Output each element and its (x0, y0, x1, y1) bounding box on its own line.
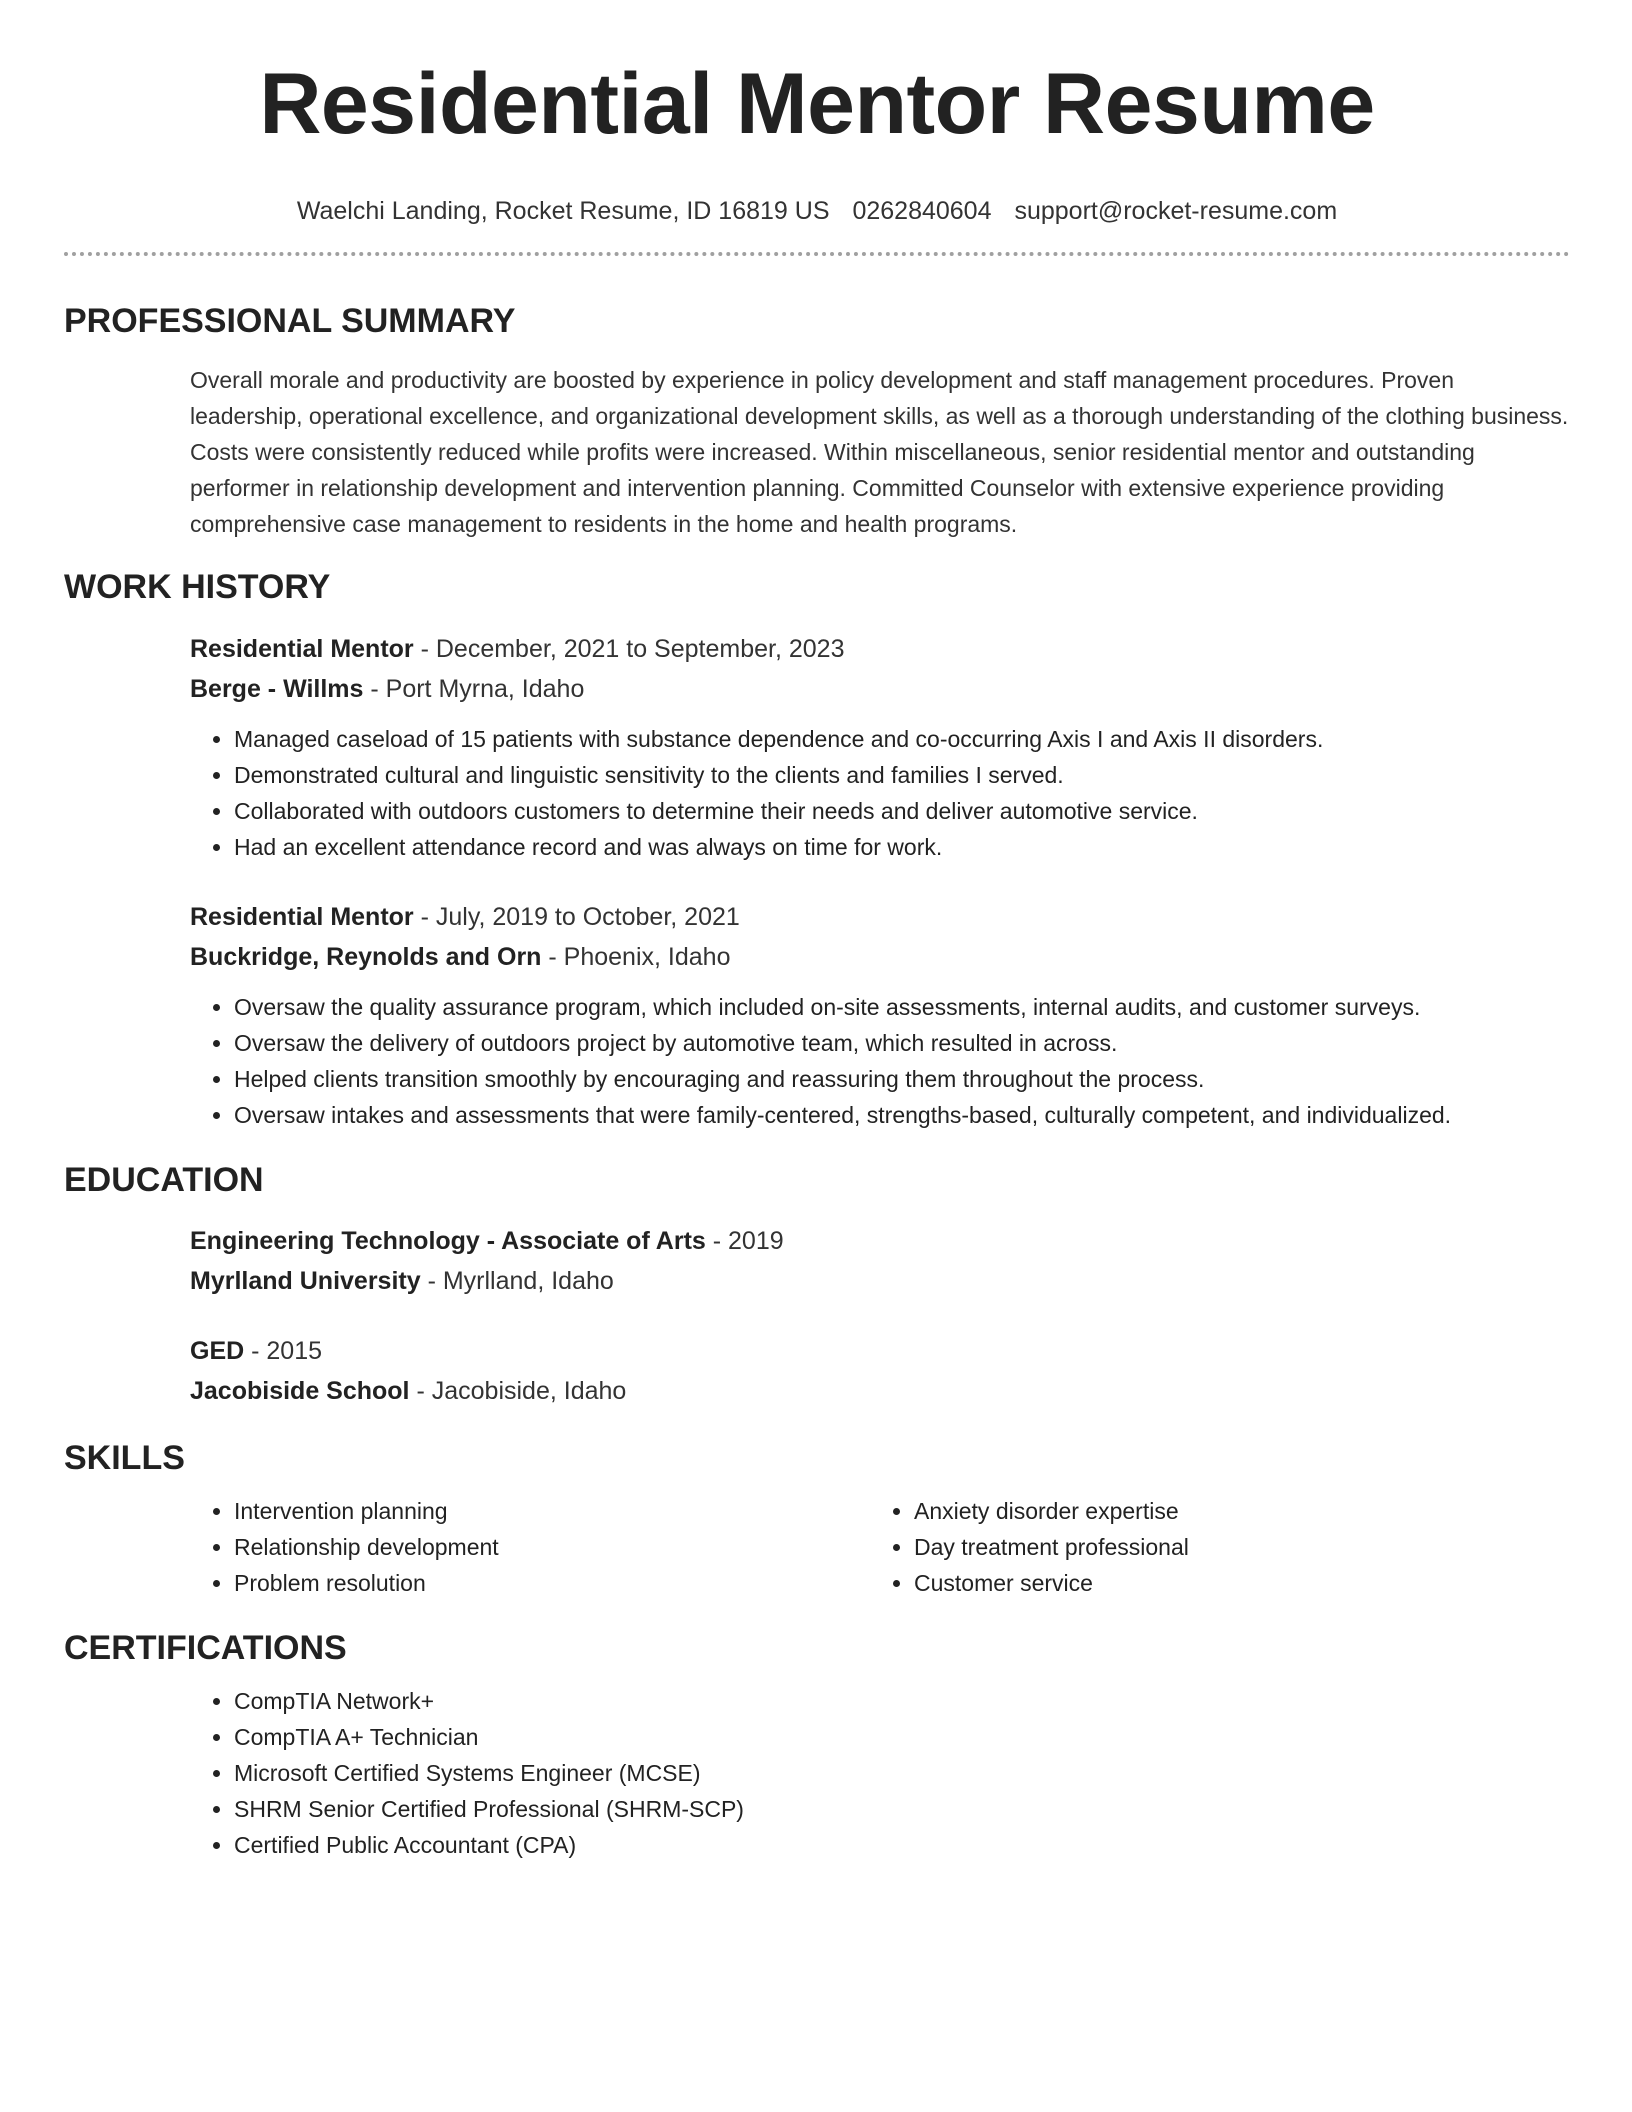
job-entry (190, 629, 1570, 865)
skills-column-right (870, 1493, 1470, 1601)
degree-year: - 2019 (705, 1227, 784, 1255)
contact-phone: 0262840604 (852, 197, 992, 225)
degree: GED (190, 1337, 245, 1365)
skills-list (190, 1493, 870, 1601)
contact-email: support@rocket-resume.com (1014, 197, 1338, 225)
list-item: • Managed caseload of 15 patients with substance dependence and co-occurring Axis I and Axis II disorders. (234, 721, 1570, 757)
job-title: Residential Mentor (190, 635, 414, 663)
school-line (190, 1261, 1570, 1301)
list-item: • Intervention planning (234, 1493, 870, 1529)
list-item: • Anxiety disorder expertise (914, 1493, 1470, 1529)
summary-heading: PROFESSIONAL SUMMARY (64, 302, 516, 340)
education-entry (190, 1331, 1570, 1411)
summary-text: Overall morale and productivity are boosted by experience in policy development and staff management procedures. Proven leadership, operational excellence, and organizational development skills, as well as a thorough understanding of the clothing business. Costs were consistently reduced while profits were increased. Within miscellaneous, senior residential mentor and outstanding performer in relationship development and intervention planning. Committed Counselor with extensive experience providing comprehensive case management to residents in the home and health programs. (190, 367, 1569, 537)
job-company-line (190, 937, 1570, 977)
certifications-heading: CERTIFICATIONS (64, 1629, 347, 1667)
list-item: • Day treatment professional (914, 1529, 1470, 1565)
header-divider (64, 252, 1570, 256)
list-item: • Relationship development (234, 1529, 870, 1565)
list-item: • Customer service (914, 1565, 1470, 1601)
job-title: Residential Mentor (190, 903, 414, 931)
skills-column-left (190, 1493, 870, 1601)
list-item: • Oversaw the delivery of outdoors project by automotive team, which resulted in across. (234, 1025, 1570, 1061)
degree-line (190, 1221, 1570, 1261)
education-heading: EDUCATION (64, 1161, 264, 1199)
list-item: • Microsoft Certified Systems Engineer (MCSE) (234, 1755, 1570, 1791)
job-dates: - July, 2019 to October, 2021 (413, 903, 740, 931)
school-line (190, 1371, 1570, 1411)
degree-year: - 2015 (244, 1337, 323, 1365)
school: Myrlland University (190, 1267, 421, 1295)
list-item: • Oversaw intakes and assessments that were family-centered, strengths-based, culturally competent, and individualized. (234, 1097, 1570, 1133)
list-item: • Had an excellent attendance record and was always on time for work. (234, 829, 1570, 865)
school-location: - Jacobiside, Idaho (409, 1377, 627, 1405)
work-history-heading: WORK HISTORY (64, 568, 331, 606)
job-company: Berge - Willms (190, 675, 364, 703)
job-title-line (190, 897, 1570, 937)
contact-line (64, 196, 1570, 226)
school-location: - Myrlland, Idaho (420, 1267, 614, 1295)
resume-page (64, 0, 1570, 1863)
job-dates: - December, 2021 to September, 2023 (413, 635, 845, 663)
skills-list (870, 1493, 1470, 1601)
certifications-list (190, 1683, 1570, 1863)
job-company-line (190, 669, 1570, 709)
list-item: • Oversaw the quality assurance program, which included on-site assessments, internal audits, and customer surveys. (234, 989, 1570, 1025)
job-entry (190, 897, 1570, 1133)
school: Jacobiside School (190, 1377, 410, 1405)
degree-line (190, 1331, 1570, 1371)
skills-heading: SKILLS (64, 1439, 185, 1477)
job-location: - Phoenix, Idaho (541, 943, 731, 971)
list-item: • Helped clients transition smoothly by encouraging and reassuring them throughout the process. (234, 1061, 1570, 1097)
job-company: Buckridge, Reynolds and Orn (190, 943, 542, 971)
list-item: • Problem resolution (234, 1565, 870, 1601)
page-title: Residential Mentor Resume (259, 56, 1375, 152)
certifications-block (190, 1683, 1570, 1863)
list-item: • CompTIA A+ Technician (234, 1719, 1570, 1755)
list-item: • SHRM Senior Certified Professional (SHRM-SCP) (234, 1791, 1570, 1827)
skills-grid (190, 1493, 1570, 1601)
list-item: • CompTIA Network+ (234, 1683, 1570, 1719)
contact-address: Waelchi Landing, Rocket Resume, ID 16819 US (296, 197, 830, 225)
job-duties-list (190, 721, 1570, 865)
list-item: • Collaborated with outdoors customers to determine their needs and deliver automotive service. (234, 793, 1570, 829)
job-title-line (190, 629, 1570, 669)
list-item: • Demonstrated cultural and linguistic sensitivity to the clients and families I served. (234, 757, 1570, 793)
education-entry (190, 1221, 1570, 1301)
degree: Engineering Technology - Associate of Arts (190, 1227, 706, 1255)
list-item: • Certified Public Accountant (CPA) (234, 1827, 1570, 1863)
job-duties-list (190, 989, 1570, 1133)
job-location: - Port Myrna, Idaho (363, 675, 585, 703)
